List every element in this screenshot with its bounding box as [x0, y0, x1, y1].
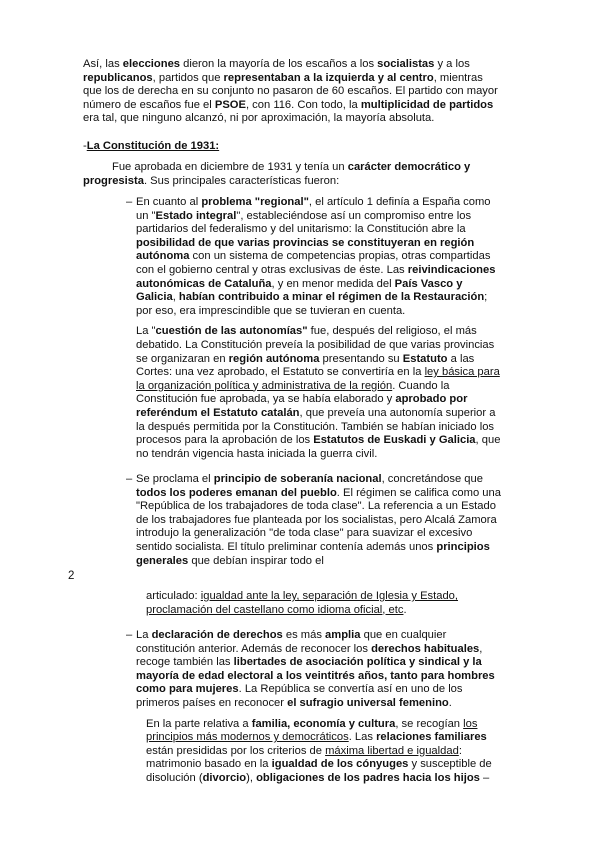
item-regional-paragraph-2: La "cuestión de las autonomías" fue, después del religioso, el más debatido. La Constitución preveía la posibilidad de que varias provincias se organizaran en región autónoma presentando su Estatuto a las Cortes: una vez aprobado, el Estatuto se convertiría en la ley básica para la organización política y administrativa de la región. Cuando la Constitución fue aprobada, ya se había elaborado y aprobado por referéndum el Estatuto catalán, que preveía una autonomía superior a la después permitida por la Constitución. También se habían iniciado los procesos para la aprobación de los Estatutos de Euskadi y Galicia, que no tendrán vigencia hasta iniciada la guerra civil.: [136, 325, 501, 460]
item-soberania-paragraph: Se proclama el principio de soberanía nacional, concretándose que todos los poderes emanan del pueblo. El régimen se califica como una "República de los trabajadores de toda clase". La referencia a un Estado de los trabajadores fue planteada por los socialistas, pero Alcalá Zamora introdujo la generalización "de toda clase" para suavizar el excesivo sentido socialista. El título preliminar contenía además unos principios generales que debían inspirar todo el: [136, 473, 501, 567]
item-derechos-paragraph-1: La declaración de derechos es más amplia que en cualquier constitución anterior. Además de reconocer los derechos habituales, recoge también las libertades de asociación política y sindical y la mayoría de edad electoral a los veintitrés años, tanto para hombres como para mujeres. La República se convertía así en uno de los primeros países en reconocer el sufragio universal femenino.: [136, 629, 495, 709]
bullet-dash: –: [126, 629, 133, 641]
item-derechos-paragraph-2: En la parte relativa a familia, economía y cultura, se recogían los principios más modernos y democráticos. Las relaciones familiares están presididas por los criterios de máxima libertad e igualdad: matrimonio basado en la igualdad de los cónyuges y susceptible de disolución (divorcio), obligaciones de los padres hacia los hijos –: [146, 717, 492, 784]
bullet-dash: –: [126, 196, 133, 208]
continuation-paragraph: articulado: igualdad ante la ley, separación de Iglesia y Estado, proclamación del castellano como idioma oficial, etc.: [146, 590, 459, 616]
intro-paragraph: Así, las elecciones dieron la mayoría de los escaños a los socialistas y a los republicanos, partidos que representaban a la izquierda y al centro, mientras que los de derecha en su conjunto no pasaron de 60 escaños. El partido con mayor número de escaños fue el PSOE, con 116. Con todo, la multiplicidad de partidos era tal, que ninguno alcanzó, ni por aproximación, la mayoría absoluta.: [83, 58, 498, 125]
section-heading: -La Constitución de 1931:: [83, 140, 220, 152]
item-regional-paragraph-1: En cuanto al problema "regional", el artículo 1 definía a España como un "Estado integral", estableciéndose así un compromiso entre los partidarios del federalismo y del unitarismo: la Constitución abre la posibilidad de que varias provincias se constituyeran en región autónoma con un sistema de competencias propias, otras compartidas con el gobierno central y otras exclusivas de éste. Las reivindicaciones autonómicas de Cataluña, y en menor medida del País Vasco y Galicia, habían contribuido a minar el régimen de la Restauración; por eso, era imprescindible que se tuvieran en cuenta.: [136, 196, 496, 317]
bullet-dash: –: [126, 473, 133, 485]
list-item-soberania: [126, 473, 502, 568]
list-item-regional: [126, 196, 502, 461]
page-number: 2: [68, 570, 75, 582]
list-item-derechos: [126, 629, 502, 786]
lead-paragraph: Fue aprobada en diciembre de 1931 y tenía un carácter democrático y progresista. Sus principales características fueron:: [83, 161, 471, 187]
